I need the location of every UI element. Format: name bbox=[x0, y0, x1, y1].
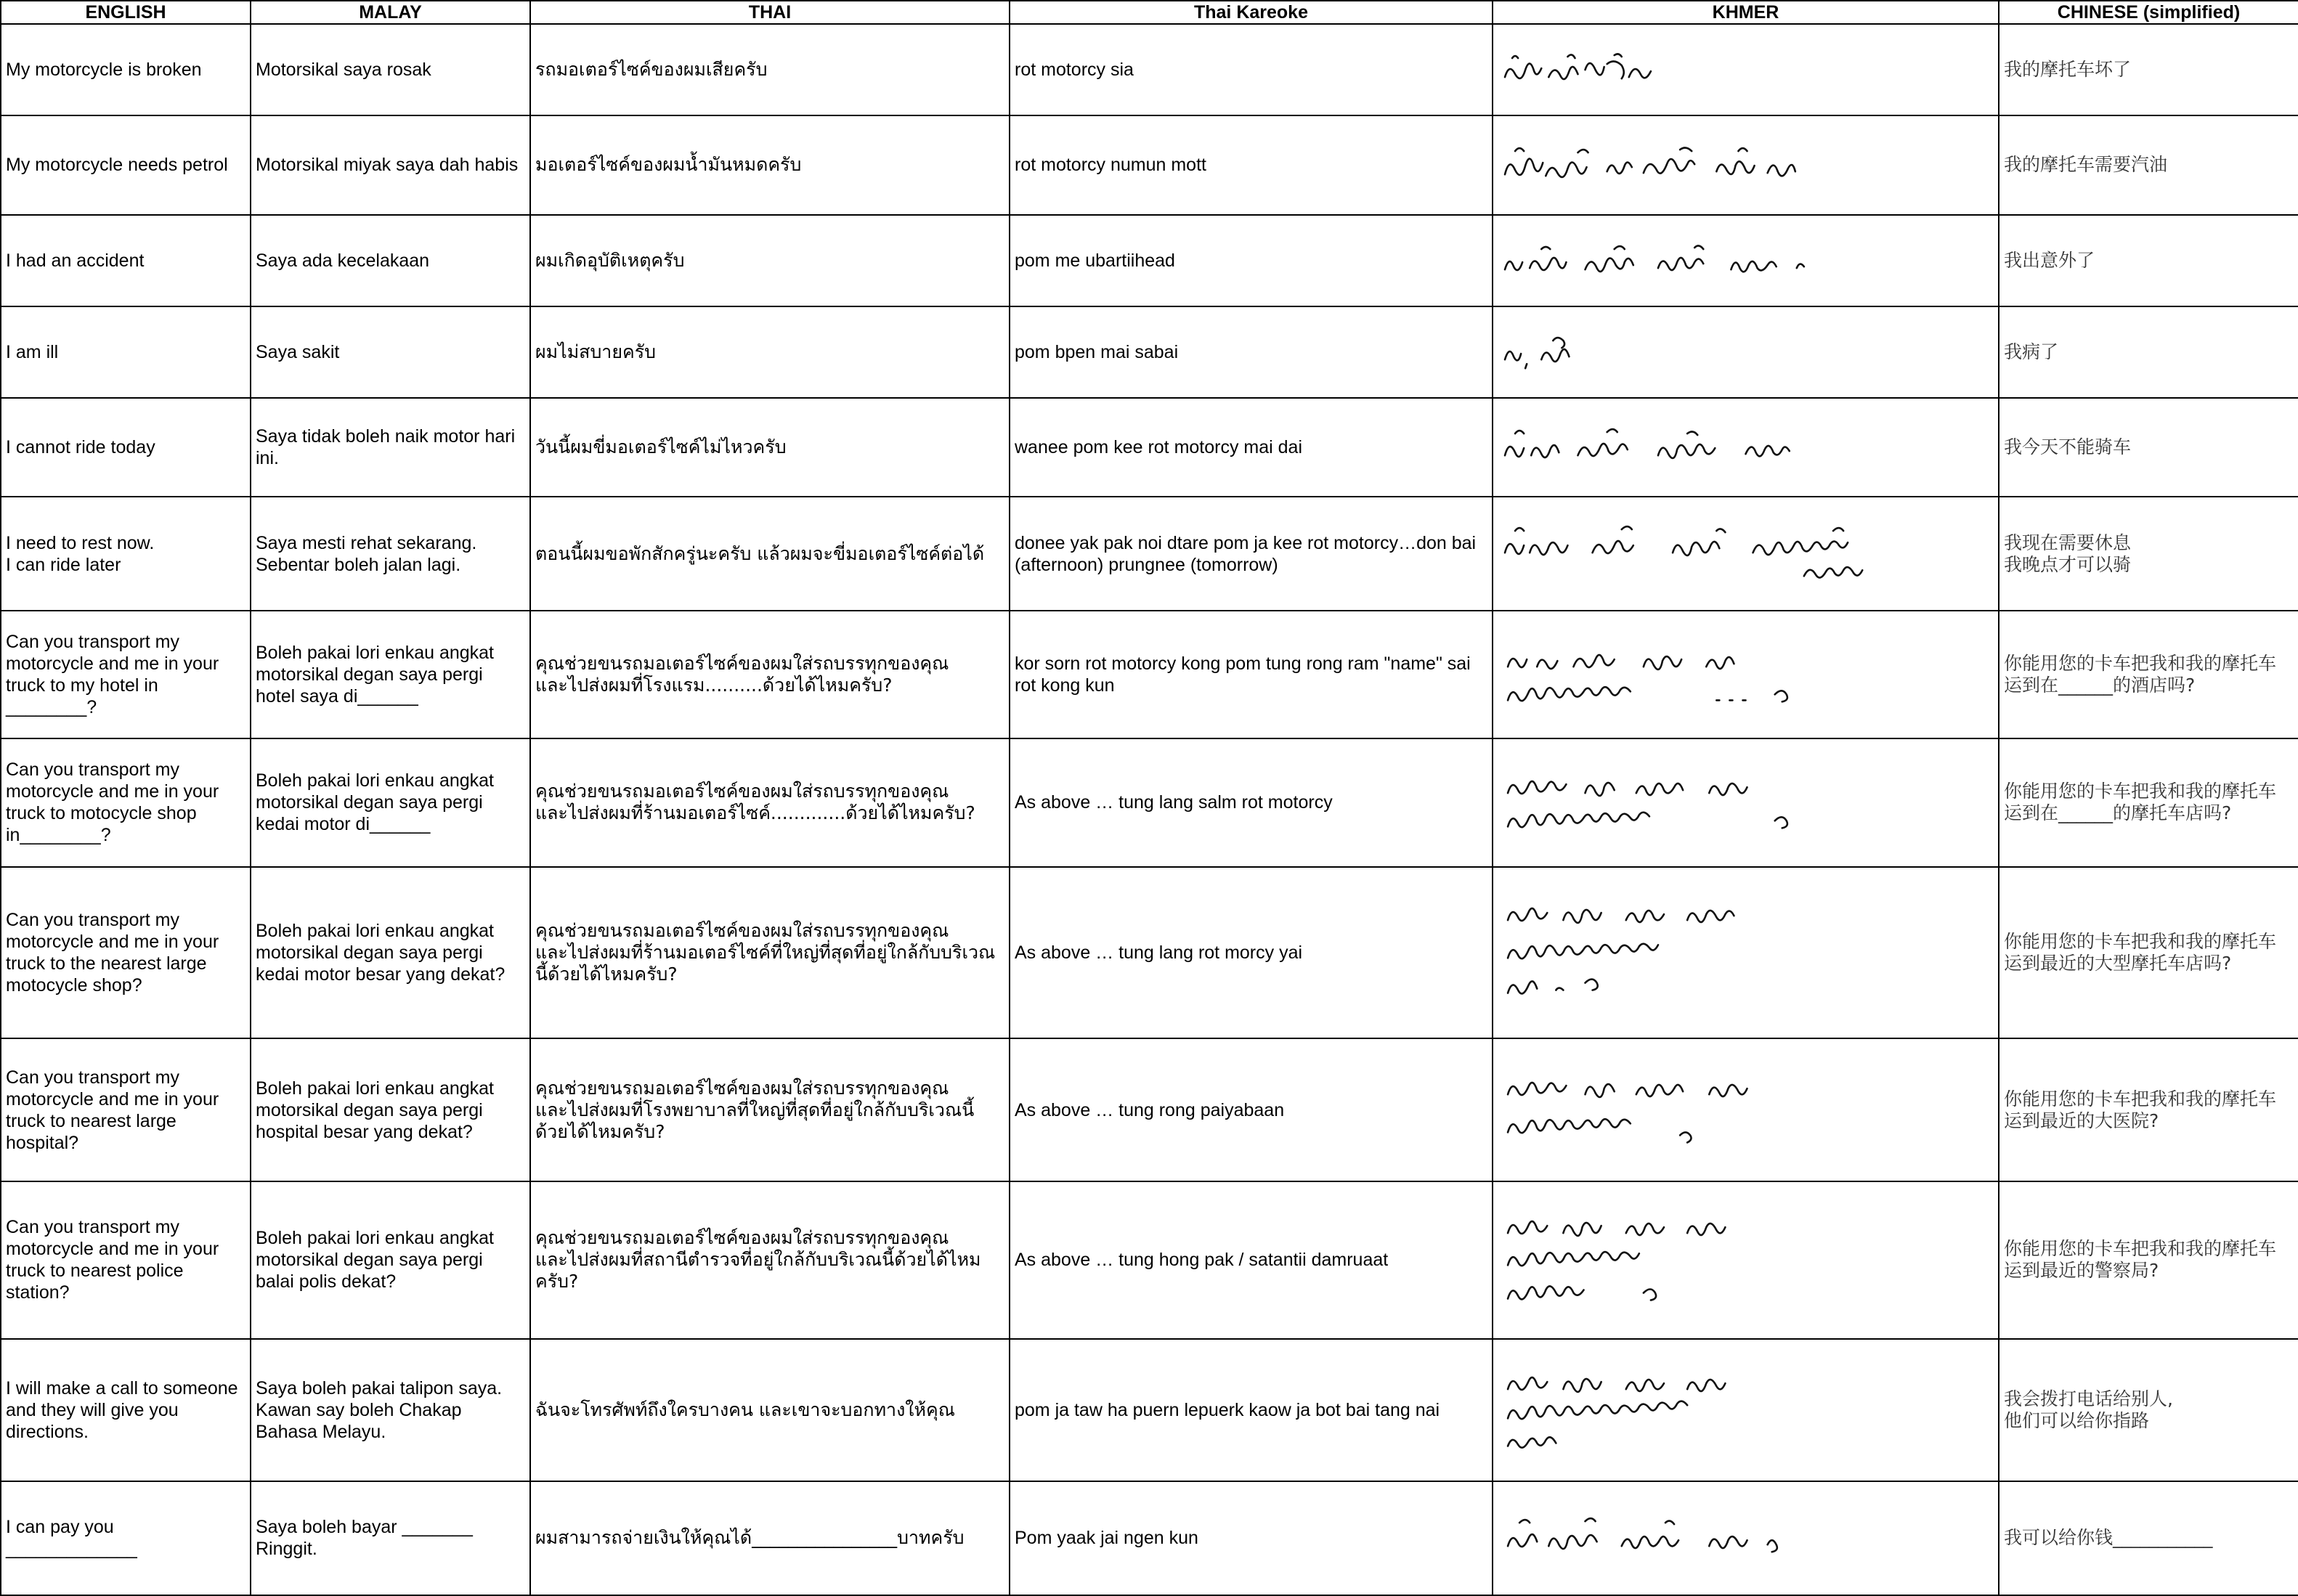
cell-thai: คุณช่วยขนรถมอเตอร์ไซค์ของผมใส่รถบรรทุกของคุณ และไปส่งผมที่สถานีตำรวจที่อยู่ใกล้กับบริเวณนี้ด้วยได้ไหมครับ? bbox=[530, 1181, 1010, 1339]
header-english: ENGLISH bbox=[1, 1, 251, 24]
table-row bbox=[1, 115, 2298, 214]
cell-khmer-handwriting bbox=[1493, 306, 1999, 398]
khmer-handwriting-image bbox=[1498, 48, 1994, 91]
khmer-handwriting-image bbox=[1498, 1363, 1994, 1458]
cell-malay: Saya sakit bbox=[251, 306, 530, 398]
table-row bbox=[1, 1181, 2298, 1339]
cell-malay: Saya mesti rehat sekarang. Sebentar boleh jalan lagi. bbox=[251, 497, 530, 610]
cell-khmer-handwriting bbox=[1493, 215, 1999, 306]
table-row bbox=[1, 1038, 2298, 1181]
cell-malay: Saya tidak boleh naik motor hari ini. bbox=[251, 398, 530, 497]
cell-english: I cannot ride today bbox=[1, 398, 251, 497]
cell-khmer-handwriting bbox=[1493, 115, 1999, 214]
cell-english: I can pay you _____________ bbox=[1, 1481, 251, 1595]
khmer-handwriting-image bbox=[1498, 239, 1994, 282]
cell-thai-karaoke: Pom yaak jai ngen kun bbox=[1010, 1481, 1493, 1595]
header-malay: MALAY bbox=[251, 1, 530, 24]
cell-thai: รถมอเตอร์ไซค์ของผมเสียครับ bbox=[530, 24, 1010, 115]
table-row bbox=[1, 398, 2298, 497]
cell-malay: Boleh pakai lori enkau angkat motorsikal degan saya pergi kedai motor di______ bbox=[251, 738, 530, 866]
cell-english: My motorcycle is broken bbox=[1, 24, 251, 115]
cell-english: I need to rest now. I can ride later bbox=[1, 497, 251, 610]
cell-khmer-handwriting bbox=[1493, 497, 1999, 610]
cell-thai-karaoke: As above … tung rong paiyabaan bbox=[1010, 1038, 1493, 1181]
cell-thai: ผมสามารถจ่ายเงินให้คุณได้________________บาทครับ bbox=[530, 1481, 1010, 1595]
cell-chinese: 我病了 bbox=[1999, 306, 2298, 398]
cell-chinese: 你能用您的卡车把我和我的摩托车运到在______的酒店吗? bbox=[1999, 611, 2298, 738]
cell-thai: คุณช่วยขนรถมอเตอร์ไซค์ของผมใส่รถบรรทุกของคุณ และไปส่งผมที่ร้านมอเตอร์ไซค์.............ด้วยได้ไหมครับ? bbox=[530, 738, 1010, 866]
cell-thai-karaoke: rot motorcy numun mott bbox=[1010, 115, 1493, 214]
cell-thai: คุณช่วยขนรถมอเตอร์ไซค์ของผมใส่รถบรรทุกของคุณ และไปส่งผมที่ร้านมอเตอร์ไซค์ที่ใหญ่ที่สุดที่อยู่ใกล้กับบริเวณนี้ด้วยได้ไหมครับ? bbox=[530, 867, 1010, 1039]
cell-chinese: 我出意外了 bbox=[1999, 215, 2298, 306]
cell-chinese: 我今天不能骑车 bbox=[1999, 398, 2298, 497]
cell-malay: Boleh pakai lori enkau angkat motorsikal degan saya pergi kedai motor besar yang dekat? bbox=[251, 867, 530, 1039]
cell-english: My motorcycle needs petrol bbox=[1, 115, 251, 214]
cell-thai-karaoke: donee yak pak noi dtare pom ja kee rot motorcy…don bai (afternoon) prungnee (tomorrow) bbox=[1010, 497, 1493, 610]
header-khmer: KHMER bbox=[1493, 1, 1999, 24]
khmer-handwriting-image bbox=[1498, 422, 1994, 473]
cell-thai: มอเตอร์ไซค์ของผมน้ำมันหมดครับ bbox=[530, 115, 1010, 214]
cell-malay: Motorsikal miyak saya dah habis bbox=[251, 115, 530, 214]
khmer-handwriting-image bbox=[1498, 635, 1994, 714]
table-row bbox=[1, 867, 2298, 1039]
cell-thai: ผมเกิดอุบัติเหตุครับ bbox=[530, 215, 1010, 306]
khmer-handwriting-image bbox=[1498, 762, 1994, 842]
khmer-handwriting-image bbox=[1498, 521, 1994, 586]
cell-khmer-handwriting bbox=[1493, 611, 1999, 738]
header-chinese: CHINESE (simplified) bbox=[1999, 1, 2298, 24]
cell-english: Can you transport my motorcycle and me in your truck to the nearest large motocycle shop? bbox=[1, 867, 251, 1039]
table-row bbox=[1, 1339, 2298, 1482]
cell-english: I am ill bbox=[1, 306, 251, 398]
khmer-handwriting-image bbox=[1498, 1205, 1994, 1315]
cell-chinese: 你能用您的卡车把我和我的摩托车运到最近的大医院? bbox=[1999, 1038, 2298, 1181]
cell-thai-karaoke: As above … tung hong pak / satantii damruaat bbox=[1010, 1181, 1493, 1339]
cell-thai: ฉันจะโทรศัพท์ถึงใครบางคน และเขาจะบอกทางให้คุณ bbox=[530, 1339, 1010, 1482]
header-thai: THAI bbox=[530, 1, 1010, 24]
cell-thai-karaoke: As above … tung lang salm rot motorcy bbox=[1010, 738, 1493, 866]
cell-english: Can you transport my motorcycle and me in your truck to my hotel in ________? bbox=[1, 611, 251, 738]
cell-chinese: 我现在需要休息 我晚点才可以骑 bbox=[1999, 497, 2298, 610]
header-row bbox=[1, 1, 2298, 24]
cell-chinese: 我会拨打电话给别人, 他们可以给你指路 bbox=[1999, 1339, 2298, 1482]
header-thai-karaoke: Thai Kareoke bbox=[1010, 1, 1493, 24]
cell-malay: Motorsikal saya rosak bbox=[251, 24, 530, 115]
cell-english: I had an accident bbox=[1, 215, 251, 306]
cell-thai: วันนี้ผมขี่มอเตอร์ไซค์ไม่ไหวครับ bbox=[530, 398, 1010, 497]
cell-thai: คุณช่วยขนรถมอเตอร์ไซค์ของผมใส่รถบรรทุกของคุณ และไปส่งผมที่โรงพยาบาลที่ใหญ่ที่สุดที่อยู่ใกล้กับบริเวณนี้ด้วยได้ไหมครับ? bbox=[530, 1038, 1010, 1181]
cell-khmer-handwriting bbox=[1493, 1481, 1999, 1595]
cell-chinese: 你能用您的卡车把我和我的摩托车运到在______的摩托车店吗? bbox=[1999, 738, 2298, 866]
cell-thai-karaoke: pom ja taw ha puern lepuerk kaow ja bot bai tang nai bbox=[1010, 1339, 1493, 1482]
cell-thai-karaoke: pom me ubartiihead bbox=[1010, 215, 1493, 306]
cell-khmer-handwriting bbox=[1493, 398, 1999, 497]
cell-khmer-handwriting bbox=[1493, 738, 1999, 866]
cell-thai-karaoke: kor sorn rot motorcy kong pom tung rong ram "name" sai rot kong kun bbox=[1010, 611, 1493, 738]
cell-khmer-handwriting bbox=[1493, 24, 1999, 115]
khmer-handwriting-image bbox=[1498, 330, 1994, 374]
cell-malay: Boleh pakai lori enkau angkat motorsikal degan saya pergi hospital besar yang dekat? bbox=[251, 1038, 530, 1181]
khmer-handwriting-image bbox=[1498, 139, 1994, 190]
cell-thai: ผมไม่สบายครับ bbox=[530, 306, 1010, 398]
cell-khmer-handwriting bbox=[1493, 1038, 1999, 1181]
cell-english: Can you transport my motorcycle and me in your truck to motocycle shop in________? bbox=[1, 738, 251, 866]
cell-chinese: 我可以给你钱___________ bbox=[1999, 1481, 2298, 1595]
cell-english: Can you transport my motorcycle and me in your truck to nearest large hospital? bbox=[1, 1038, 251, 1181]
cell-chinese: 我的摩托车需要汽油 bbox=[1999, 115, 2298, 214]
cell-chinese: 我的摩托车坏了 bbox=[1999, 24, 2298, 115]
cell-chinese: 你能用您的卡车把我和我的摩托车运到最近的大型摩托车店吗? bbox=[1999, 867, 2298, 1039]
cell-malay: Boleh pakai lori enkau angkat motorsikal degan saya pergi balai polis dekat? bbox=[251, 1181, 530, 1339]
cell-chinese: 你能用您的卡车把我和我的摩托车运到最近的警察局? bbox=[1999, 1181, 2298, 1339]
cell-thai: ตอนนี้ผมขอพักสักครู่นะครับ แล้วผมจะขี่มอเตอร์ไซค์ต่อได้ bbox=[530, 497, 1010, 610]
table-row bbox=[1, 1481, 2298, 1595]
cell-thai-karaoke: rot motorcy sia bbox=[1010, 24, 1493, 115]
cell-malay: Saya boleh bayar _______ Ringgit. bbox=[251, 1481, 530, 1595]
cell-khmer-handwriting bbox=[1493, 1181, 1999, 1339]
cell-thai-karaoke: As above … tung lang rot morcy yai bbox=[1010, 867, 1493, 1039]
khmer-handwriting-image bbox=[1498, 1505, 1994, 1571]
cell-thai-karaoke: wanee pom kee rot motorcy mai dai bbox=[1010, 398, 1493, 497]
table-row bbox=[1, 306, 2298, 398]
cell-malay: Boleh pakai lori enkau angkat motorsikal degan saya pergi hotel saya di______ bbox=[251, 611, 530, 738]
cell-khmer-handwriting bbox=[1493, 1339, 1999, 1482]
cell-khmer-handwriting bbox=[1493, 867, 1999, 1039]
khmer-handwriting-image bbox=[1498, 1062, 1994, 1157]
table-row bbox=[1, 215, 2298, 306]
table-row bbox=[1, 24, 2298, 115]
cell-thai-karaoke: pom bpen mai sabai bbox=[1010, 306, 1493, 398]
table-row bbox=[1, 611, 2298, 738]
cell-thai: คุณช่วยขนรถมอเตอร์ไซค์ของผมใส่รถบรรทุกของคุณ และไปส่งผมที่โรงแรม..........ด้วยได้ไหมครับ? bbox=[530, 611, 1010, 738]
cell-malay: Saya boleh pakai talipon saya. Kawan say boleh Chakap Bahasa Melayu. bbox=[251, 1339, 530, 1482]
cell-english: I will make a call to someone and they will give you directions. bbox=[1, 1339, 251, 1482]
cell-english: Can you transport my motorcycle and me in your truck to nearest police station? bbox=[1, 1181, 251, 1339]
table-row bbox=[1, 497, 2298, 610]
khmer-handwriting-image bbox=[1498, 891, 1994, 1015]
cell-malay: Saya ada kecelakaan bbox=[251, 215, 530, 306]
table-row bbox=[1, 738, 2298, 866]
